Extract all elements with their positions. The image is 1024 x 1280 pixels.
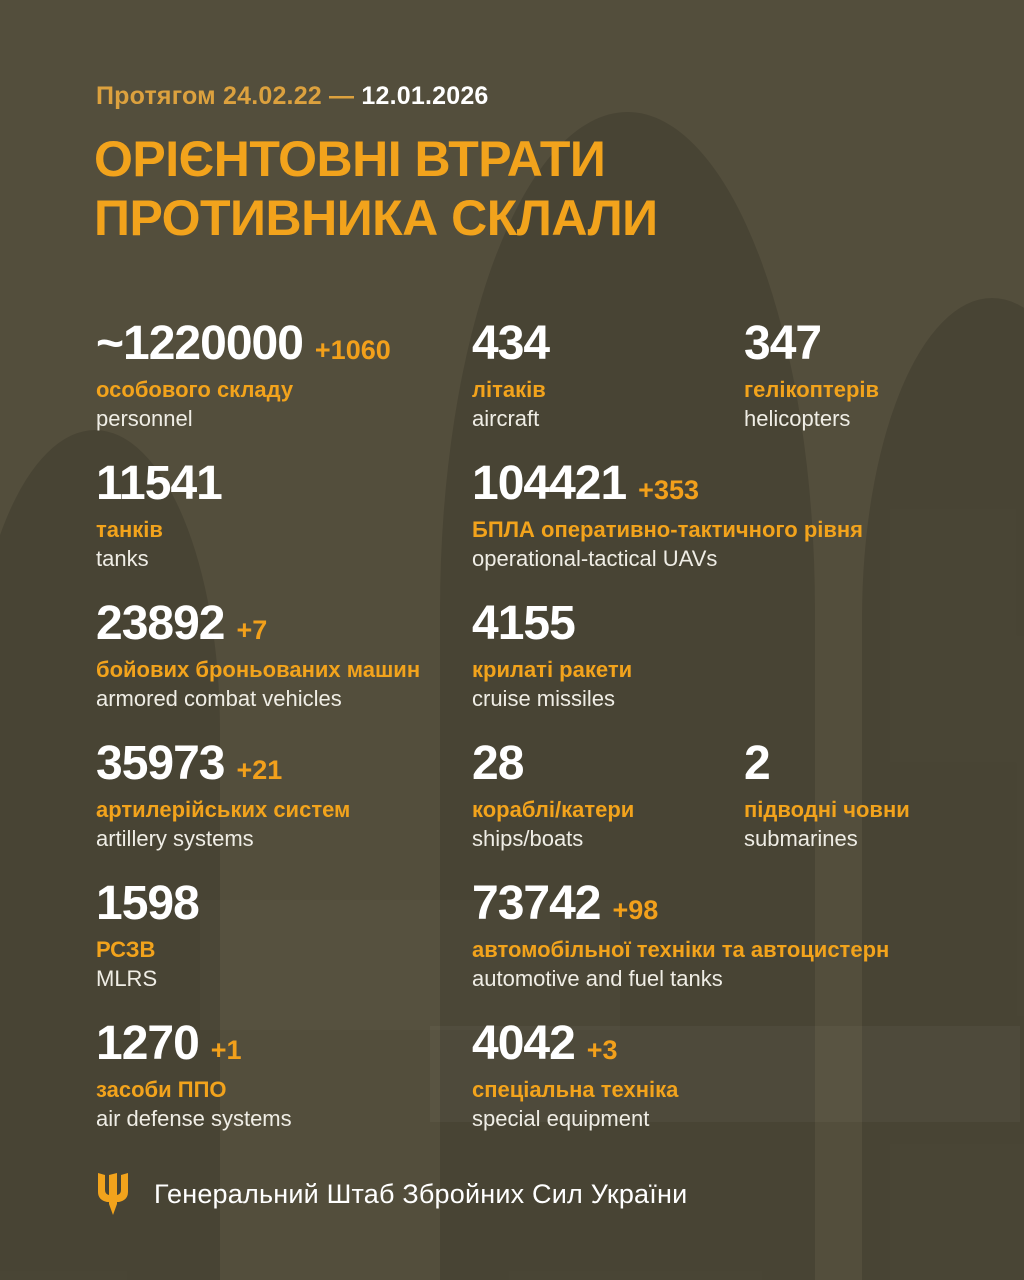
stat-air-defense	[96, 1017, 472, 1160]
stat-value: 2	[744, 737, 770, 790]
stat-ships	[472, 737, 744, 880]
stat-label-ua: засоби ППО	[96, 1077, 227, 1102]
stat-label-ua: спеціальна техніка	[472, 1077, 679, 1102]
stat-value: 4042	[472, 1017, 575, 1070]
trident-icon	[96, 1172, 130, 1216]
stat-value: 28	[472, 737, 524, 790]
stat-label-ua: РСЗВ	[96, 937, 156, 962]
stat-delta: +1060	[314, 335, 391, 365]
stat-label-ua: літаків	[472, 377, 546, 402]
stat-label-ua: особового складу	[96, 377, 294, 402]
page-title-line2: ПРОТИВНИКА СКЛАЛИ	[94, 190, 658, 246]
page-title-line1: ОРІЄНТОВНІ ВТРАТИ	[94, 131, 606, 187]
stat-label-ua: артилерійських систем	[96, 797, 351, 822]
stat-special-equipment	[472, 1017, 956, 1160]
stat-label-ua: танків	[96, 517, 163, 542]
footer-source-text: Генеральний Штаб Збройних Сил України	[154, 1178, 688, 1209]
stat-label-en: air defense systems	[96, 1106, 292, 1131]
stat-cruise-missiles	[472, 597, 956, 740]
stat-value: 104421	[472, 457, 627, 510]
stat-label-ua: підводні човни	[744, 797, 910, 822]
stat-delta: +21	[236, 755, 283, 785]
stat-value: 347	[744, 317, 822, 370]
stat-submarines	[744, 737, 956, 880]
stat-label-en: personnel	[96, 406, 193, 431]
stat-value: 4155	[472, 597, 575, 650]
stat-personnel	[96, 317, 472, 460]
page-title	[94, 130, 658, 248]
stat-armored-vehicles	[96, 597, 472, 740]
stat-artillery	[96, 737, 472, 880]
stat-delta: +3	[586, 1035, 618, 1065]
stat-label-en: special equipment	[472, 1106, 650, 1131]
stat-delta: +1	[210, 1035, 242, 1065]
stat-label-ua: автомобільної техніки та автоцистерн	[472, 937, 890, 962]
stat-delta: +7	[236, 615, 268, 645]
stat-label-en: automotive and fuel tanks	[472, 966, 723, 991]
stat-label-en: aircraft	[472, 406, 540, 431]
stat-label-en: MLRS	[96, 966, 158, 991]
stat-label-en: helicopters	[744, 406, 851, 431]
stat-label-en: operational-tactical UAVs	[472, 546, 718, 571]
stat-value: 1598	[96, 877, 199, 930]
stat-automotive	[472, 877, 956, 1020]
date-range-current: 12.01.2026	[361, 82, 489, 110]
stat-delta: +353	[638, 475, 699, 505]
stat-value: 73742	[472, 877, 601, 930]
date-range	[96, 82, 489, 111]
stat-delta: +98	[612, 895, 659, 925]
stat-mlrs	[96, 877, 472, 1020]
stat-label-en: tanks	[96, 546, 149, 571]
stat-value: 35973	[96, 737, 225, 790]
stat-aircraft	[472, 317, 744, 460]
footer	[96, 1172, 687, 1216]
stat-label-en: ships/boats	[472, 826, 584, 851]
stat-label-en: submarines	[744, 826, 858, 851]
stat-label-en: armored combat vehicles	[96, 686, 342, 711]
stat-value: 1270	[96, 1017, 199, 1070]
stat-label-ua: кораблі/катери	[472, 797, 635, 822]
stat-value: 434	[472, 317, 550, 370]
date-range-prefix: Протягом 24.02.22 —	[96, 82, 355, 110]
stat-label-ua: БПЛА оперативно-тактичного рівня	[472, 517, 864, 542]
stat-value: 11541	[96, 457, 222, 510]
stat-label-ua: крилаті ракети	[472, 657, 633, 682]
stat-helicopters	[744, 317, 956, 460]
stat-label-en: artillery systems	[96, 826, 254, 851]
stat-label-ua: бойових броньованих машин	[96, 657, 421, 682]
losses-grid	[96, 317, 956, 1160]
stat-value: ~1220000	[96, 317, 303, 370]
stat-value: 23892	[96, 597, 225, 650]
stat-tanks	[96, 457, 472, 600]
stat-uavs	[472, 457, 956, 600]
stat-label-ua: гелікоптерів	[744, 377, 880, 402]
stat-label-en: cruise missiles	[472, 686, 616, 711]
